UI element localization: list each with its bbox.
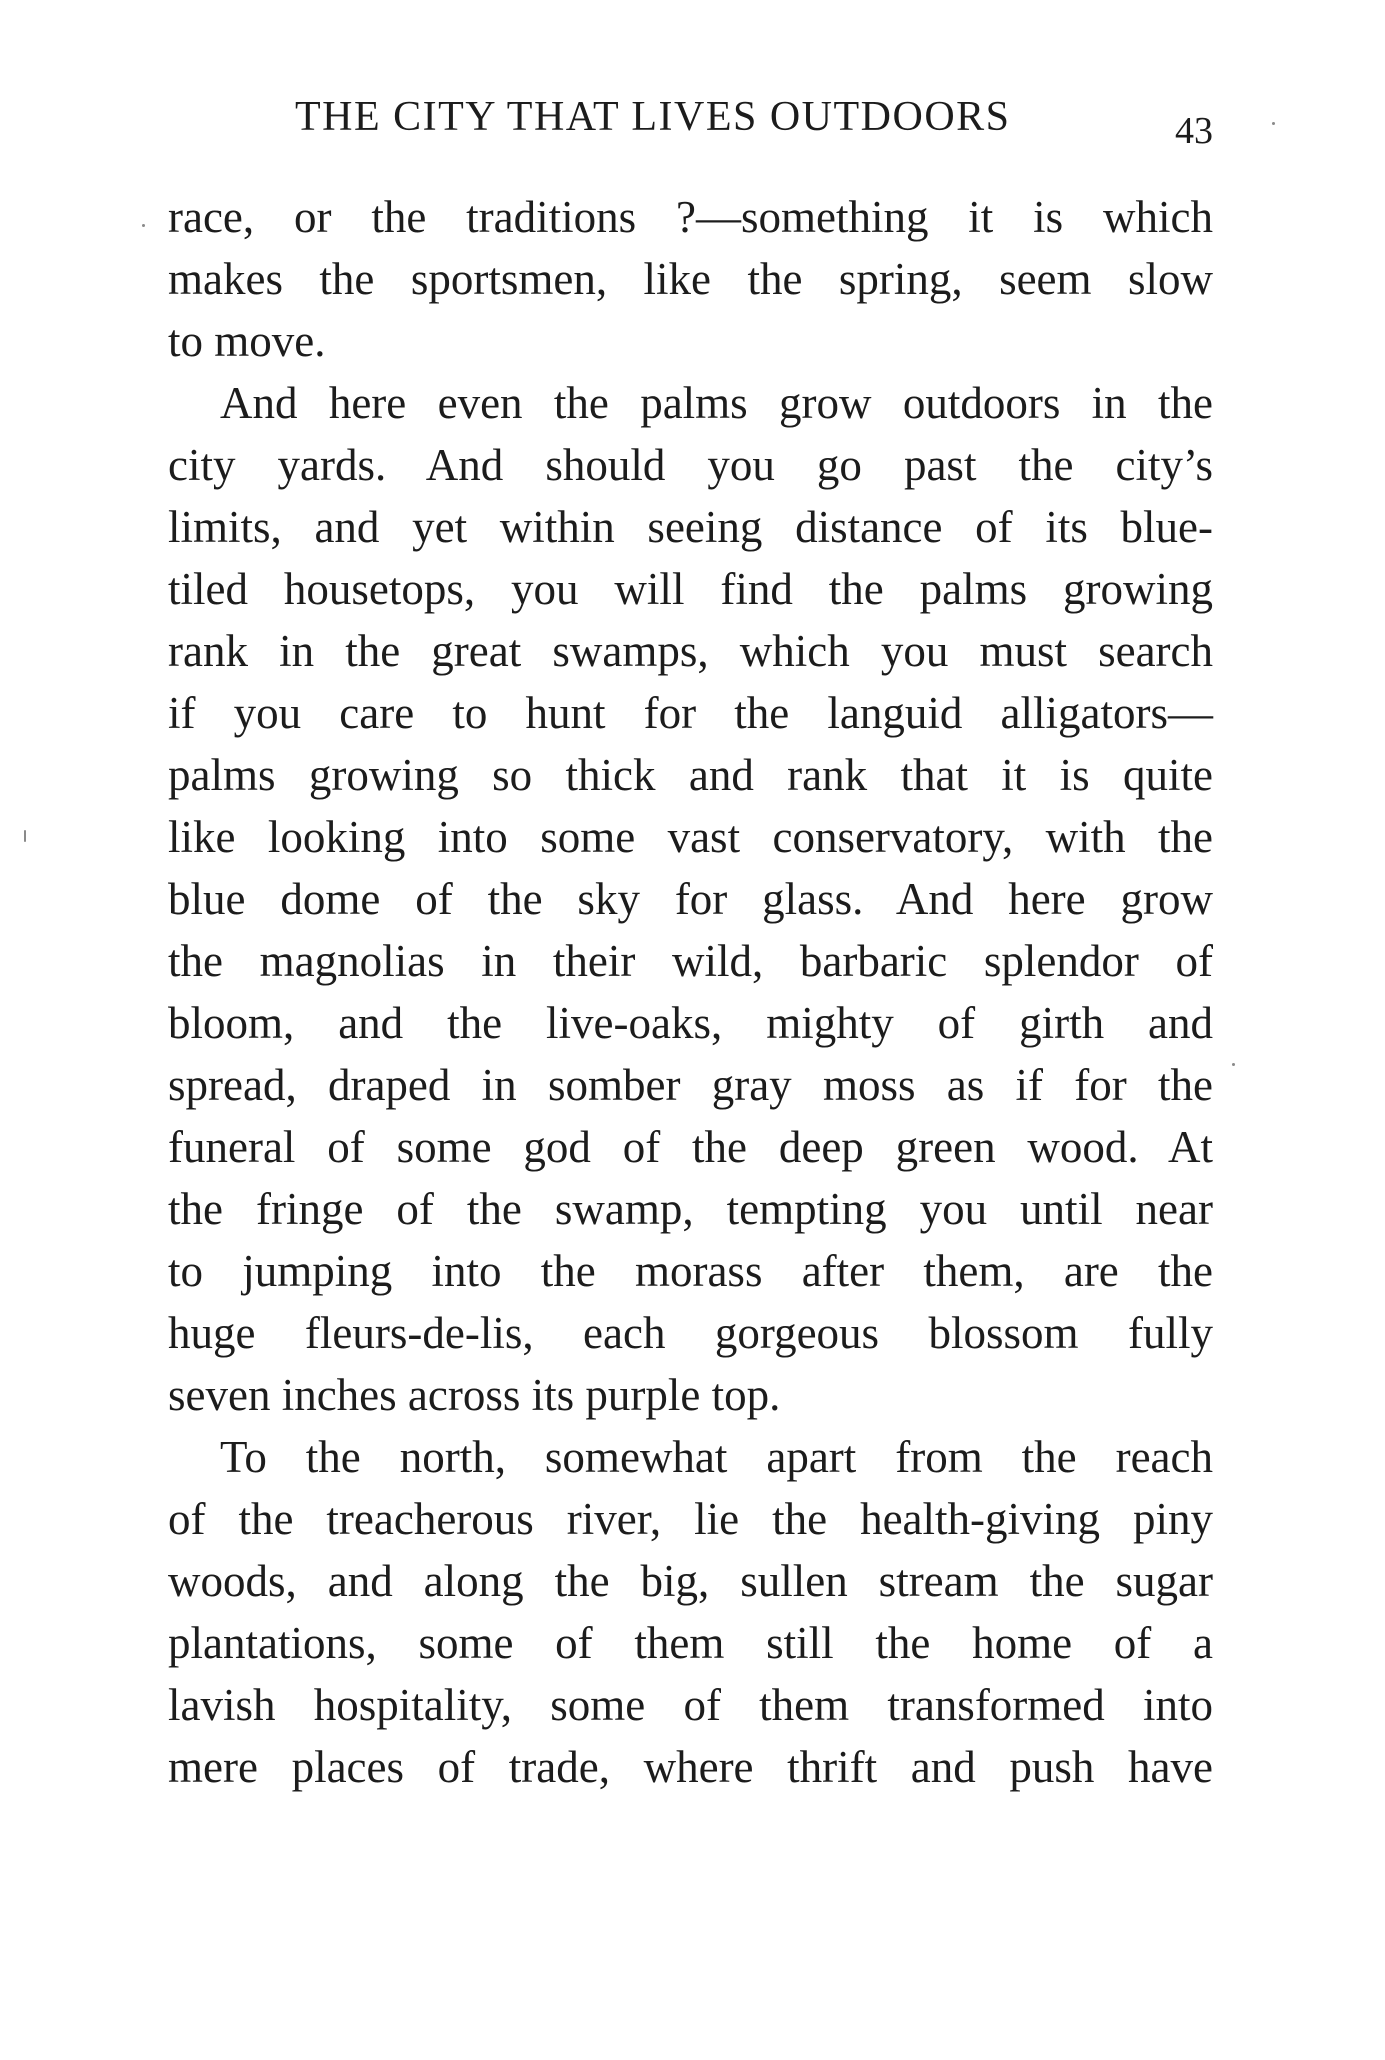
text-line: tiled housetops, you will find the palms growing [168, 564, 1213, 614]
text-line: spread, draped in somber gray moss as if for the [168, 1060, 1213, 1110]
text-line: palms growing so thick and rank that it is quite [168, 750, 1213, 800]
paragraph-2 [168, 372, 1213, 1426]
text-line: limits, and yet within seeing distance of its blue- [168, 502, 1213, 552]
text-line: race, or the traditions ?—something it is which [168, 192, 1213, 242]
paper-speck [142, 224, 145, 227]
text-line: woods, and along the big, sullen stream the sugar [168, 1556, 1213, 1606]
paper-speck [24, 830, 26, 842]
text-line: to move. [168, 316, 326, 366]
text-line: makes the sportsmen, like the spring, seem slow [168, 254, 1213, 304]
text-line: plantations, some of them still the home of a [168, 1618, 1213, 1668]
page-number: 43 [1175, 110, 1213, 152]
text-line: And here even the palms grow outdoors in the [220, 378, 1213, 428]
body-text [168, 186, 1213, 1798]
text-line: the magnolias in their wild, barbaric splendor of [168, 936, 1213, 986]
text-line: huge fleurs-de-lis, each gorgeous blossom fully [168, 1308, 1213, 1358]
text-line: city yards. And should you go past the city’s [168, 440, 1213, 490]
text-line: seven inches across its purple top. [168, 1370, 781, 1420]
text-line: rank in the great swamps, which you must search [168, 626, 1213, 676]
paragraph-3 [168, 1426, 1213, 1798]
text-line: mere places of trade, where thrift and push have [168, 1742, 1213, 1792]
text-line: like looking into some vast conservatory, with the [168, 812, 1213, 862]
running-head-title: THE CITY THAT LIVES OUTDOORS [295, 94, 1011, 140]
text-line: funeral of some god of the deep green wood. At [168, 1122, 1213, 1172]
text-line: To the north, somewhat apart from the reach [220, 1432, 1213, 1482]
text-line: if you care to hunt for the languid alligators— [168, 688, 1213, 738]
paper-speck [1272, 122, 1275, 125]
text-line: to jumping into the morass after them, are the [168, 1246, 1213, 1296]
paper-speck [1232, 1063, 1235, 1066]
text-line: the fringe of the swamp, tempting you until near [168, 1184, 1213, 1234]
text-line: blue dome of the sky for glass. And here grow [168, 874, 1213, 924]
text-line: of the treacherous river, lie the health-giving piny [168, 1494, 1213, 1544]
text-line: bloom, and the live-oaks, mighty of girth and [168, 998, 1213, 1048]
paragraph-1 [168, 186, 1213, 372]
text-line: lavish hospitality, some of them transformed into [168, 1680, 1213, 1730]
